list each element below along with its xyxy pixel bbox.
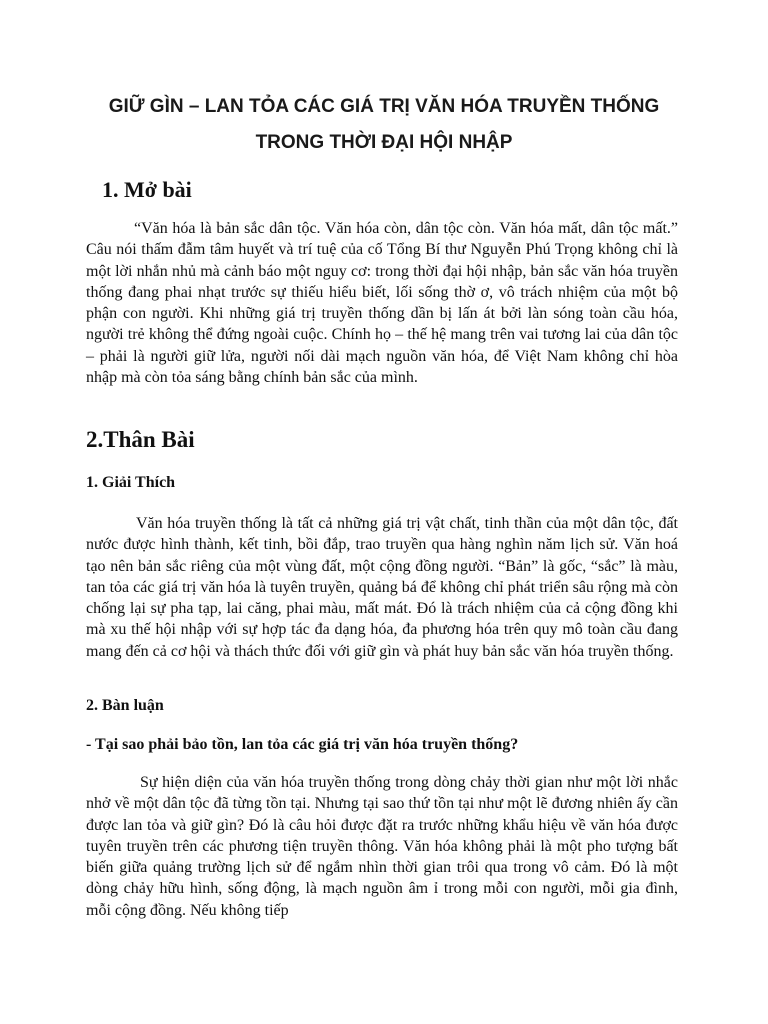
question-heading: - Tại sao phải bảo tồn, lan tỏa các giá trị văn hóa truyền thống? — [86, 736, 519, 753]
document-title-line-1: GIỮ GÌN – LAN TỎA CÁC GIÁ TRỊ VĂN HÓA TRUYỀN THỐNG — [108, 96, 660, 117]
section-heading-mo-bai: 1. Mở bài — [102, 177, 192, 202]
subheading-ban-luan: 2. Bàn luận — [86, 697, 164, 714]
document-title-line-2: TRONG THỜI ĐẠI HỘI NHẬP — [255, 132, 513, 153]
paragraph-giai-thich: Văn hóa truyền thống là tất cả những giá trị vật chất, tinh thần của một dân tộc, đất nước được hình thành, kết tinh, bồi đắp, trao truyền qua hàng nghìn năm lịch sử. Văn hoá tạo nên bản sắc riêng của một vùng đất, một cộng đồng người. “Bản” là gốc, “sắc” là màu, tan tỏa các giá trị văn hóa là tuyên truyền, quảng bá để không chỉ phát triển sâu rộng mà còn chống lại sự pha tạp, lai căng, phai màu, mất mát. Đó là trách nhiệm của cả cộng đồng khi mà xu thế hội nhập với sự hợp tác đa dạng hóa, đa phương hóa trên quy mô toàn cầu đang mang đến cả cơ hội và thách thức đối với giữ gìn và phát huy bản sắc văn hóa truyền thống. — [86, 515, 678, 660]
paragraph-mo-bai: “Văn hóa là bản sắc dân tộc. Văn hóa còn, dân tộc còn. Văn hóa mất, dân tộc mất.” Câu nói thấm đẫm tâm huyết và trí tuệ của cố Tổng Bí thư Nguyễn Phú Trọng không chỉ là một lời nhắn nhủ mà cảnh báo một nguy cơ: trong thời đại hội nhập, bản sắc văn hóa truyền thống đang phai nhạt trước sự thiếu hiểu biết, lối sống thờ ơ, vô trách nhiệm của một bộ phận con người. Khi những giá trị truyền thống dần bị lấn át bởi làn sóng toàn cầu hóa, người trẻ không thể đứng ngoài cuộc. Chính họ – thế hệ mang trên vai tương lai của dân tộc – phải là người giữ lửa, người nối dài mạch nguồn văn hóa, để Việt Nam không chỉ hòa nhập mà còn tỏa sáng bằng chính bản sắc của mình. — [86, 220, 678, 387]
paragraph-ban-luan: Sự hiện diện của văn hóa truyền thống trong dòng chảy thời gian như một lời nhắc nhở về một dân tộc đã từng tồn tại. Nhưng tại sao thứ tồn tại như một lẽ đương nhiên ấy cần được lan tỏa và giữ gìn? Đó là câu hỏi được đặt ra trước những khẩu hiệu về văn hóa được tuyên truyền trên các phương tiện truyền thông. Văn hóa không phải là một pho tượng bất biến giữa quảng trường lịch sử để ngắm nhìn thời gian trôi qua trong vô cảm. Đó là một dòng chảy hữu hình, sống động, là mạch nguồn âm ỉ trong mỗi con người, mỗi gia đình, mỗi cộng đồng. Nếu không tiếp — [86, 774, 678, 919]
section-heading-than-bai: 2.Thân Bài — [86, 427, 195, 452]
subheading-giai-thich: 1. Giải Thích — [86, 474, 176, 491]
